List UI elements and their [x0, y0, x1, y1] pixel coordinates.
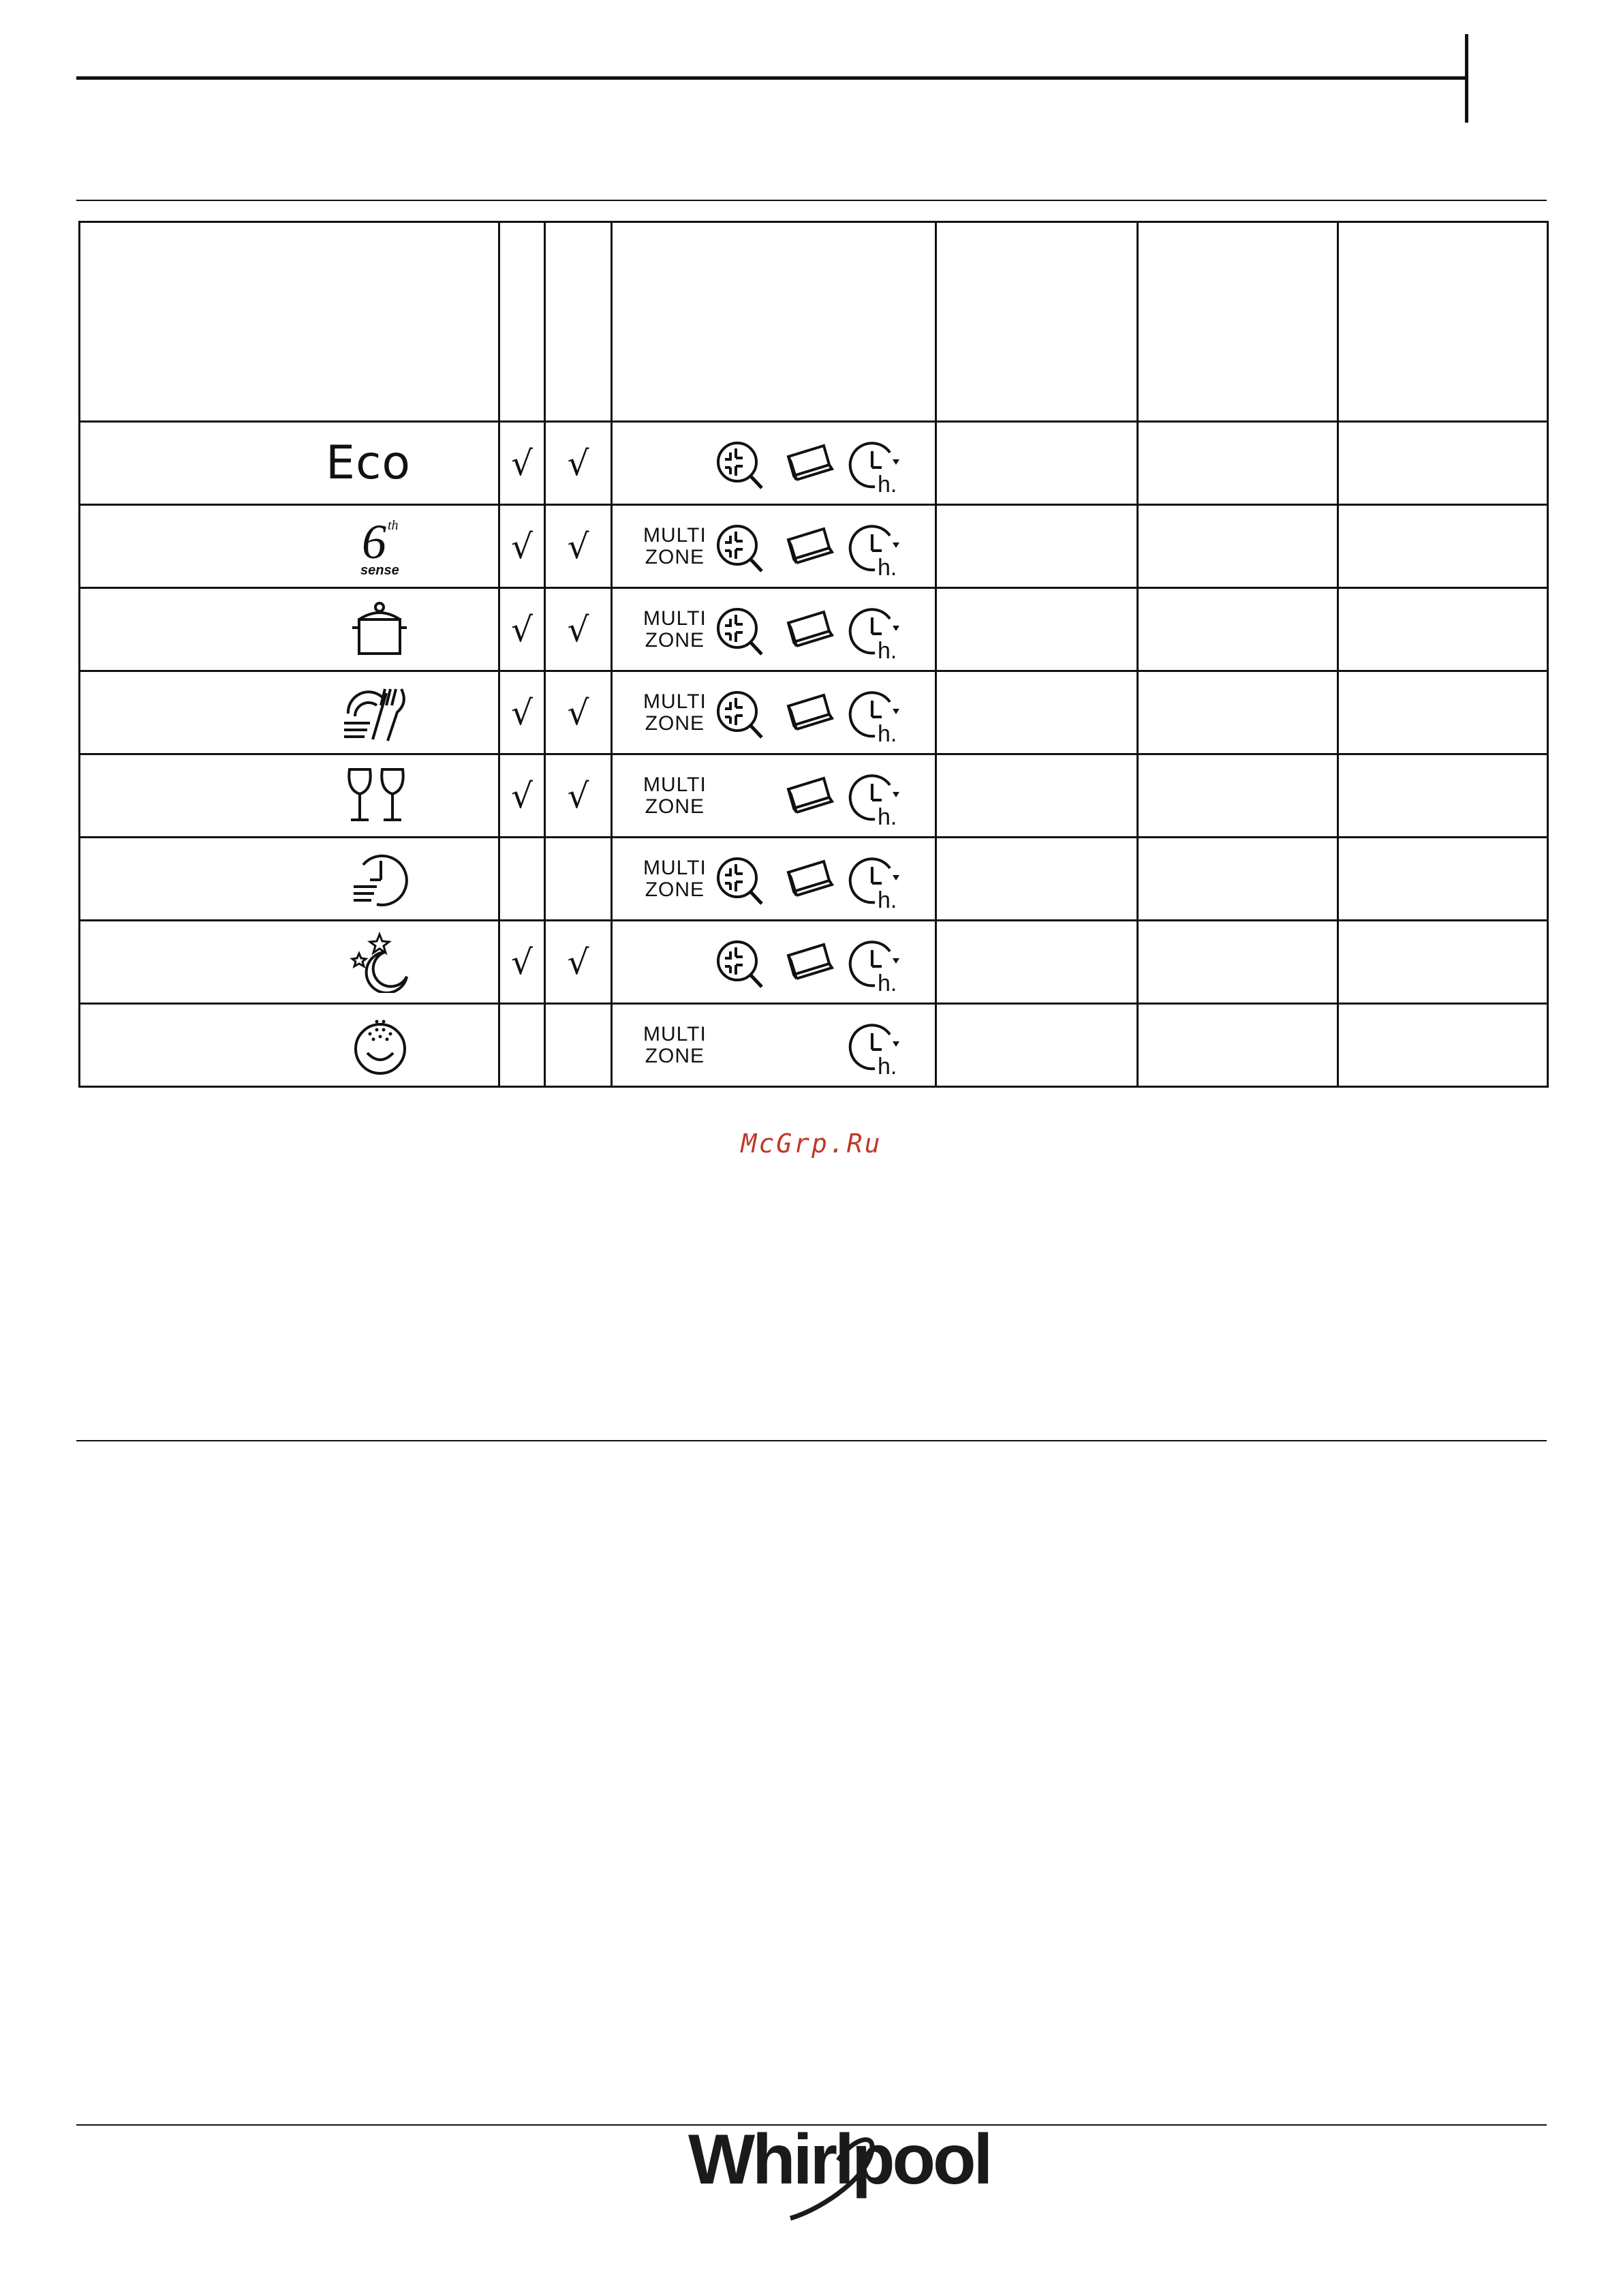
check-mark: √	[567, 942, 589, 982]
check-mark: √	[567, 692, 589, 733]
fast-dishes-icon	[343, 707, 411, 718]
whirlpool-swoosh-icon	[770, 2133, 906, 2229]
watermark-text: McGrp.Ru	[741, 1129, 882, 1159]
options-cell	[612, 588, 936, 671]
value-cell	[1338, 754, 1548, 838]
value-cell	[1338, 671, 1548, 754]
svg-text:h.: h.	[878, 804, 897, 829]
svg-text:h.: h.	[878, 472, 897, 496]
options-cell	[612, 671, 936, 754]
delay-timer-icon	[848, 605, 909, 666]
tablet-search-icon	[711, 688, 773, 746]
program-cell	[80, 1004, 499, 1087]
tablet-icon	[782, 605, 836, 656]
6th-sense-icon	[350, 515, 411, 577]
program-cell	[80, 838, 499, 921]
program-cell	[80, 422, 499, 505]
check-mark: √	[511, 609, 533, 649]
check-cell	[545, 671, 612, 754]
multizone-line1: MULTI	[643, 1023, 707, 1045]
value-cell	[1138, 588, 1338, 671]
check-cell	[545, 921, 612, 1004]
header-cell	[612, 222, 936, 422]
check-mark: √	[567, 526, 589, 566]
header-cell	[80, 222, 499, 422]
check-cell	[499, 505, 545, 588]
value-cell	[936, 1004, 1138, 1087]
program-cell	[80, 921, 499, 1004]
table-row	[80, 671, 1548, 754]
svg-text:h.: h.	[878, 970, 897, 995]
tablet-icon	[782, 522, 836, 573]
check-cell	[499, 1004, 545, 1087]
check-mark: √	[567, 443, 589, 483]
options-cell	[612, 422, 936, 505]
svg-text:h.: h.	[878, 555, 897, 579]
value-cell	[936, 422, 1138, 505]
check-cell	[545, 838, 612, 921]
corner-mark	[1465, 34, 1468, 123]
check-cell	[499, 838, 545, 921]
tablet-icon	[782, 938, 836, 989]
value-cell	[1338, 422, 1548, 505]
check-mark: √	[511, 942, 533, 982]
night-icon	[350, 956, 411, 968]
table-row	[80, 422, 1548, 505]
value-cell	[936, 838, 1138, 921]
quick-wash-icon	[350, 873, 411, 885]
delay-timer-icon	[848, 522, 909, 583]
check-cell	[545, 588, 612, 671]
check-mark: √	[511, 692, 533, 733]
glasses-icon	[343, 790, 411, 801]
value-cell	[1138, 838, 1338, 921]
check-cell	[499, 422, 545, 505]
program-cell	[80, 671, 499, 754]
value-cell	[1138, 505, 1338, 588]
check-mark: √	[511, 526, 533, 566]
delay-timer-icon	[848, 855, 909, 915]
top-rule	[76, 76, 1466, 80]
section-rule-bottom	[76, 1440, 1547, 1441]
svg-text:h.: h.	[878, 887, 897, 912]
table-row	[80, 1004, 1548, 1087]
header-cell	[1338, 222, 1548, 422]
options-cell	[612, 1004, 936, 1087]
pot-icon	[350, 624, 411, 635]
tablet-icon	[782, 439, 836, 490]
check-cell	[499, 754, 545, 838]
tablet-search-icon	[711, 855, 773, 913]
value-cell	[936, 588, 1138, 671]
options-cell	[612, 921, 936, 1004]
delay-timer-icon	[848, 688, 909, 749]
svg-text:th: th	[388, 517, 399, 533]
tablet-search-icon	[711, 439, 773, 497]
tablet-icon	[782, 688, 836, 739]
header-cell	[936, 222, 1138, 422]
program-cell	[80, 754, 499, 838]
table-row	[80, 921, 1548, 1004]
value-cell	[1338, 505, 1548, 588]
table-row	[80, 505, 1548, 588]
value-cell	[1338, 1004, 1548, 1087]
delay-timer-icon	[848, 439, 909, 500]
value-cell	[1138, 921, 1338, 1004]
multizone-line2: ZONE	[645, 878, 705, 901]
check-mark: √	[511, 776, 533, 816]
svg-text:6: 6	[362, 515, 386, 569]
value-cell	[936, 921, 1138, 1004]
delay-timer-icon	[848, 771, 909, 832]
value-cell	[936, 505, 1138, 588]
check-cell	[545, 1004, 612, 1087]
options-cell	[612, 838, 936, 921]
check-cell	[499, 671, 545, 754]
svg-text:h.: h.	[878, 638, 897, 662]
multizone-label	[643, 857, 707, 901]
check-mark: √	[567, 776, 589, 816]
multizone-line2: ZONE	[645, 1045, 705, 1067]
check-cell	[499, 921, 545, 1004]
table-row	[80, 588, 1548, 671]
multizone-line2: ZONE	[645, 712, 705, 735]
value-cell	[1138, 671, 1338, 754]
value-cell	[936, 754, 1138, 838]
program-cell	[80, 588, 499, 671]
multizone-label	[643, 608, 707, 652]
value-cell	[1338, 588, 1548, 671]
check-mark: √	[511, 443, 533, 483]
tablet-search-icon	[711, 938, 773, 996]
delay-timer-icon	[848, 938, 909, 998]
options-cell	[612, 754, 936, 838]
multizone-label	[643, 691, 707, 735]
delay-timer-icon	[848, 1021, 909, 1082]
tablet-search-icon	[711, 605, 773, 663]
value-cell	[936, 671, 1138, 754]
program-cell	[80, 505, 499, 588]
svg-text:h.: h.	[878, 721, 897, 746]
multizone-line1: MULTI	[643, 690, 707, 713]
header-cell	[1138, 222, 1338, 422]
multizone-line2: ZONE	[645, 629, 705, 652]
multizone-label	[643, 1024, 707, 1067]
check-cell	[545, 505, 612, 588]
svg-text:sense: sense	[360, 562, 399, 577]
check-cell	[545, 422, 612, 505]
value-cell	[1338, 838, 1548, 921]
table-row	[80, 754, 1548, 838]
multizone-line1: MULTI	[643, 774, 707, 796]
program-table	[78, 221, 1549, 1088]
multizone-line1: MULTI	[643, 857, 707, 879]
header-cell	[545, 222, 612, 422]
multizone-line2: ZONE	[645, 795, 705, 818]
value-cell	[1138, 754, 1338, 838]
header-cell	[499, 222, 545, 422]
prewash-icon	[350, 1039, 411, 1051]
multizone-label	[643, 774, 707, 818]
value-cell	[1138, 1004, 1338, 1087]
table-header-row	[80, 222, 1548, 422]
whirlpool-logo: Whirlpool	[688, 2120, 991, 2199]
tablet-search-icon	[711, 522, 773, 580]
check-cell	[499, 588, 545, 671]
multizone-label	[643, 525, 707, 568]
section-rule-top	[76, 200, 1547, 201]
tablet-icon	[782, 771, 836, 823]
multizone-line1: MULTI	[643, 607, 707, 630]
value-cell	[1138, 422, 1338, 505]
tablet-icon	[782, 855, 836, 906]
eco-program-label: Eco	[326, 436, 411, 490]
options-cell	[612, 505, 936, 588]
svg-text:h.: h.	[878, 1054, 897, 1078]
check-mark: √	[567, 609, 589, 649]
check-cell	[545, 754, 612, 838]
multizone-line1: MULTI	[643, 524, 707, 547]
value-cell	[1338, 921, 1548, 1004]
multizone-line2: ZONE	[645, 546, 705, 568]
table-row	[80, 838, 1548, 921]
